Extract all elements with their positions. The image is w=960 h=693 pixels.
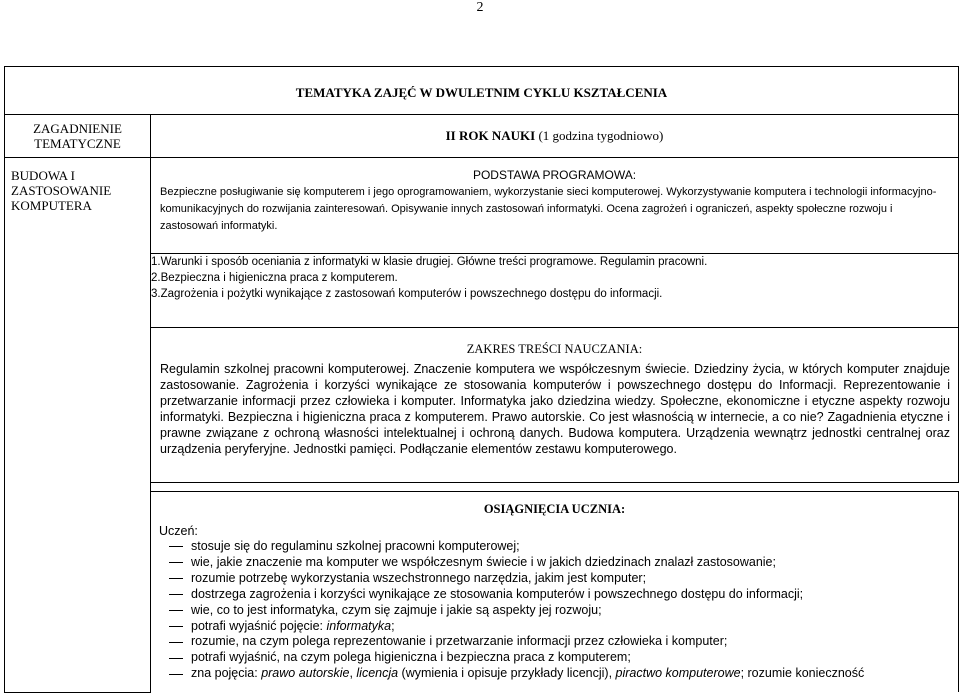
list-item-text: stosuje się do regulaminu szkolnej pracowni komputerowej;	[191, 539, 520, 553]
basis-title: PODSTAWA PROGRAMOWA:	[472, 168, 637, 182]
list-item	[159, 555, 950, 571]
dash-icon	[169, 642, 183, 643]
basis-text: Bezpieczne posługiwanie się komputerem i jego oprogramowaniem, wykorzystanie sieci komputerowej. Wykorzystywanie komputera i technologii informacyjno-komunikacyjnych do rozwijania zainteresowań. Opisywanie innych zastosowań informatyki. Ocena zagrożeń i ograniczeń, aspekty społeczne rozwoju i zastosowań informatyki.	[160, 186, 937, 232]
topic-item: 2.Bezpieczna i higieniczna praca z komputerem.	[151, 272, 398, 284]
achievements-body	[151, 523, 958, 682]
page-number: 2	[476, 0, 484, 15]
document-title: TEMATYKA ZAJĘĆ W DWULETNIM CYKLU KSZTAŁCENIA	[5, 67, 959, 115]
dash-icon	[169, 610, 183, 611]
list-item-text: zna pojęcia: prawo autorskie, licencja (wymienia i opisuje przykłady licencji), piractwo komputerowe; rozumie konieczność	[191, 666, 865, 681]
list-item-text: potrafi wyjaśnić pojęcie: informatyka;	[191, 618, 395, 633]
left-header: ZAGADNIENIE TEMATYCZNE	[5, 115, 151, 158]
dash-icon	[169, 658, 183, 659]
list-item-text: rozumie potrzebę wykorzystania wszechstronnego narzędzia, jakim jest komputer;	[191, 570, 647, 585]
list-item	[159, 634, 950, 650]
topic-item: 3.Zagrożenia i pożytki wynikające z zastosowań komputerów i powszechnego dostępu do informacji.	[151, 288, 663, 300]
list-item	[159, 587, 950, 603]
dash-icon	[169, 546, 183, 547]
list-item	[159, 666, 950, 682]
list-item-text: wie, jakie znaczenie ma komputer we współczesnym świecie i w jakich dziedzinach znalazł zastosowanie;	[191, 554, 776, 569]
list-item	[159, 650, 950, 666]
list-item	[159, 619, 950, 635]
italic-term: prawo autorskie	[261, 666, 350, 681]
italic-term: licencja	[356, 666, 399, 681]
curriculum-table	[4, 66, 959, 693]
topics-cell	[151, 254, 959, 328]
year-header	[151, 115, 959, 158]
achievements-list	[159, 539, 950, 682]
list-item	[159, 571, 950, 587]
year-header-bold: II ROK NAUKI	[445, 128, 536, 143]
dash-icon	[169, 674, 183, 675]
achievements-title: OSIĄGNIĘCIA UCZNIA:	[483, 502, 626, 516]
list-item-text: rozumie, na czym polega reprezentowanie i przetwarzanie informacji przez człowieka i komputer;	[191, 634, 728, 649]
list-item	[159, 539, 950, 555]
topic-item: 1.Warunki i sposób oceniania z informatyki w klasie drugiej. Główne treści programowe. Regulamin pracowni.	[151, 256, 708, 268]
dash-icon	[169, 626, 183, 627]
dash-icon	[169, 578, 183, 579]
year-header-rest: (1 godzina tygodniowo)	[535, 128, 664, 143]
dash-icon	[169, 594, 183, 595]
achievements-intro: Uczeń:	[159, 524, 198, 538]
scope-title: ZAKRES TREŚCI NAUCZANIA:	[466, 342, 643, 356]
basis-cell	[151, 158, 959, 254]
italic-term: piractwo komputerowe	[615, 666, 741, 681]
list-item-text: potrafi wyjaśnić, na czym polega higieniczna i bezpieczna praca z komputerem;	[191, 650, 631, 665]
achievements-cell	[151, 492, 959, 693]
separator	[151, 483, 959, 492]
scope-text: Regulamin szkolnej pracowni komputerowej. Znaczenie komputera we współczesnym świecie. Dziedziny życia, w których komputer znajduje zastosowanie. Zagrożenia i korzyści wynikające ze stosowania komputerów i powszechnego dostępu do Informacji. Reprezentowanie i przetwarzanie informacji przez człowieka i komputer. Informatyka jako dziedzina wiedzy. Społeczne, ekonomiczne i etyczne aspekty rozwoju informatyki. Bezpieczna i higieniczna praca z komputerem. Prawo autorskie. Co jest własnością w internecie, a co nie? Zagadnienia etyczne i prawne związane z ochroną własności intelektualnej i ochroną danych. Budowa komputera. Urządzenia wewnątrz jednostki centralnej oraz urządzenia peryferyjne. Jednostki pamięci. Podłączanie elementów zestawu komputerowego.	[160, 362, 950, 456]
italic-term: informatyka	[326, 618, 392, 633]
scope-cell	[151, 328, 959, 483]
section-label: BUDOWA I ZASTOSOWANIE KOMPUTERA	[5, 158, 151, 693]
list-item-text: dostrzega zagrożenia i korzyści wynikające ze stosowania komputerów i powszechnego dostępu do informacji;	[191, 586, 804, 601]
list-item	[159, 603, 950, 619]
list-item-text: wie, co to jest informatyka, czym się zajmuje i jakie są aspekty jej rozwoju;	[191, 602, 602, 617]
dash-icon	[169, 562, 183, 563]
